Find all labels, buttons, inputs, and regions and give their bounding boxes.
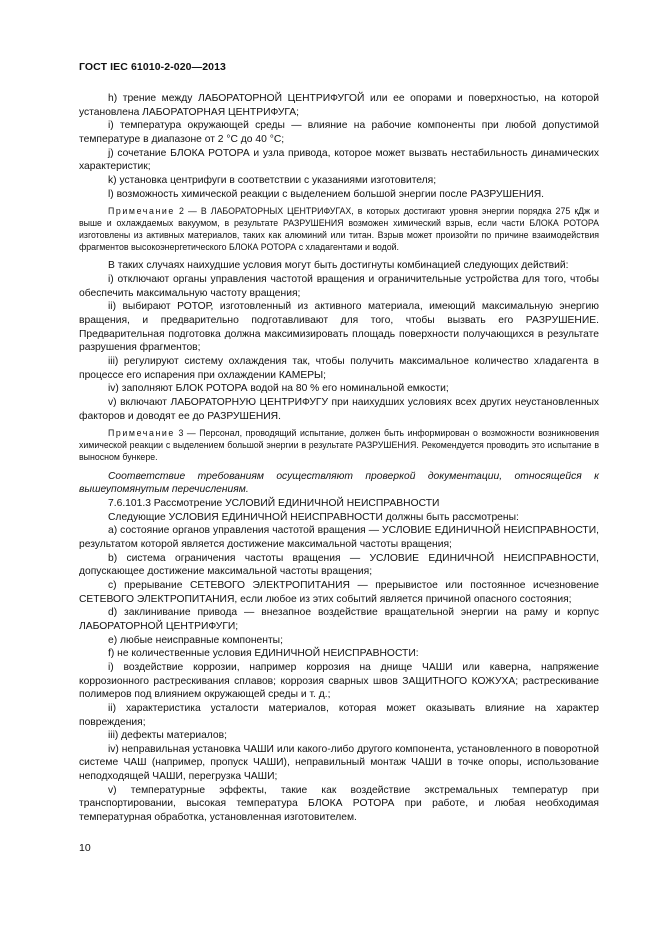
- body-paragraph: i) температура окружающей среды — влияние на рабочие компоненты при любой допустимой температуре в диапазоне от 2 °С до 40 °С;: [79, 120, 599, 145]
- body-paragraph: 7.6.101.3 Рассмотрение УСЛОВИЙ ЕДИНИЧНОЙ НЕИСПРАВНОСТИ: [108, 498, 440, 510]
- body-paragraph: v) температурные эффекты, такие как воздействие экстремальных температур при транспортировании, высокая температура БЛОКА РОТОРА при работе, и любая необходимая температурная обработка, установленная изготовителем.: [79, 784, 599, 824]
- body-paragraph: k) установка центрифуги в соответствии с указаниями изготовителя;: [108, 174, 437, 186]
- body-paragraph: j) сочетание БЛОКА РОТОРА и узла привода, которое может вызвать нестабильность динамических характеристик;: [79, 147, 599, 173]
- note-text: 3 — Персонал, проводящий испытание, должен быть информирован о возможности возникновения химической реакции с выделением большой энергии в результате РАЗРУШЕНИЯ. Рекомендуется проводить это испытание в выносном бункере.: [79, 428, 599, 462]
- body-paragraph: i) воздействие коррозии, например коррозия на днище ЧАШИ или каверна, напряжение коррозионного растрескивания сплавов; коррозия сварных швов ЗАЩИТНОГО КОЖУХА; растрескивание полимеров под влиянием окружающей среды и т. д.;: [79, 661, 599, 701]
- body-paragraph: h) трение между ЛАБОРАТОРНОЙ ЦЕНТРИФУГОЙ или ее опорами и поверхностью, на которой установлена ЛАБОРАТОРНАЯ ЦЕНТРИФУГА;: [79, 93, 599, 118]
- body-paragraph: l) возможность химической реакции с выделением большой энергии после РАЗРУШЕНИЯ.: [108, 188, 545, 200]
- body-paragraph: iii) регулируют систему охлаждения так, чтобы получить максимальное количество хладагента в процессе его испарения при охлаждении КАМЕРЫ;: [79, 356, 599, 381]
- body-paragraph: Следующие УСЛОВИЯ ЕДИНИЧНОЙ НЕИСПРАВНОСТИ должны быть рассмотрены:: [108, 511, 519, 523]
- body-paragraph: f) не количественные условия ЕДИНИЧНОЙ НЕИСПРАВНОСТИ:: [108, 648, 419, 660]
- note-label: Примечание: [108, 206, 175, 217]
- note-paragraph: [79, 428, 599, 463]
- body-paragraph: i) отключают органы управления частотой вращения и ограничительные устройства для того, чтобы обеспечить максимальную частоту вращения;: [79, 274, 599, 299]
- body-paragraph: d) заклинивание привода — внезапное воздействие вращательной энергии на раму и корпус ЛАБОРАТОРНОЙ ЦЕНТРИФУГИ;: [79, 607, 599, 632]
- note-label: Примечание: [108, 428, 175, 439]
- page-number: 10: [79, 842, 91, 854]
- body-paragraph: v) включают ЛАБОРАТОРНУЮ ЦЕНТРИФУГУ при наихудших условиях всех других неустановленных факторов и доводят ее до РАЗРУШЕНИЯ.: [79, 397, 599, 422]
- note-text: 2 — В ЛАБОРАТОРНЫХ ЦЕНТРИФУГАХ, в которых достигают уровня энергии порядка 275 кДж и выше и охлаждаемых вакуумом, в результате РАЗРУШЕНИЯ возможен химический взрыв, если части БЛОКА РОТОРА изготовлены из активных материалов, таких как алюминий или титан. Взрыв может произойти по причине взаимодействия фрагментов высокоэнергетического БЛОКА РОТОРА с хладагентами и водой.: [79, 206, 599, 252]
- compliance-statement: Соответствие требованиям осуществляют проверкой документации, относящейся к вышеупомянутым перечислениям.: [79, 470, 599, 496]
- body-paragraph: iv) неправильная установка ЧАШИ или какого-либо другого компонента, установленного в поворотной системе ЧАШ (например, пропуск ЧАШИ), неправильный монтаж ЧАШИ в точке опоры, использование неподходящей ЧАШИ, перегрузка ЧАШИ;: [79, 743, 599, 783]
- note-paragraph: [79, 206, 599, 253]
- body-paragraph: c) прерывание СЕТЕВОГО ЭЛЕКТРОПИТАНИЯ — прерывистое или постоянное исчезновение СЕТЕВОГО ЭЛЕКТРОПИТАНИЯ, если любое из этих событий является причиной опасного состояния;: [79, 579, 599, 605]
- document-body: [79, 92, 599, 825]
- body-paragraph: iii) дефекты материалов;: [108, 730, 227, 742]
- body-paragraph: iv) заполняют БЛОК РОТОРА водой на 80 % его номинальной емкости;: [108, 383, 449, 395]
- body-paragraph: e) любые неисправные компоненты;: [108, 634, 283, 646]
- body-paragraph: b) система ограничения частоты вращения — УСЛОВИЕ ЕДИНИЧНОЙ НЕИСПРАВНОСТИ, допускающее достижение максимальной частоты вращения;: [79, 552, 599, 578]
- body-paragraph: a) состояние органов управления частотой вращения — УСЛОВИЕ ЕДИНИЧНОЙ НЕИСПРАВНОСТИ, результатом которой является достижение максимальной частоты вращения;: [79, 525, 599, 550]
- body-paragraph: ii) характеристика усталости материалов, которая может оказывать влияние на характер повреждения;: [79, 702, 599, 728]
- body-paragraph: В таких случаях наихудшие условия могут быть достигнуты комбинацией следующих действий:: [108, 260, 569, 272]
- body-paragraph: ii) выбирают РОТОР, изготовленный из активного материала, имеющий максимальную энергию вращения, и предварительно подготавливают для того, чтобы вызвать его РАЗРУШЕНИЕ. Предварительная подготовка должна максимизировать площадь поверхности получающихся в результате разрушения фрагментов;: [79, 301, 599, 354]
- document-header: ГОСТ IEC 61010-2-020—2013: [79, 61, 226, 73]
